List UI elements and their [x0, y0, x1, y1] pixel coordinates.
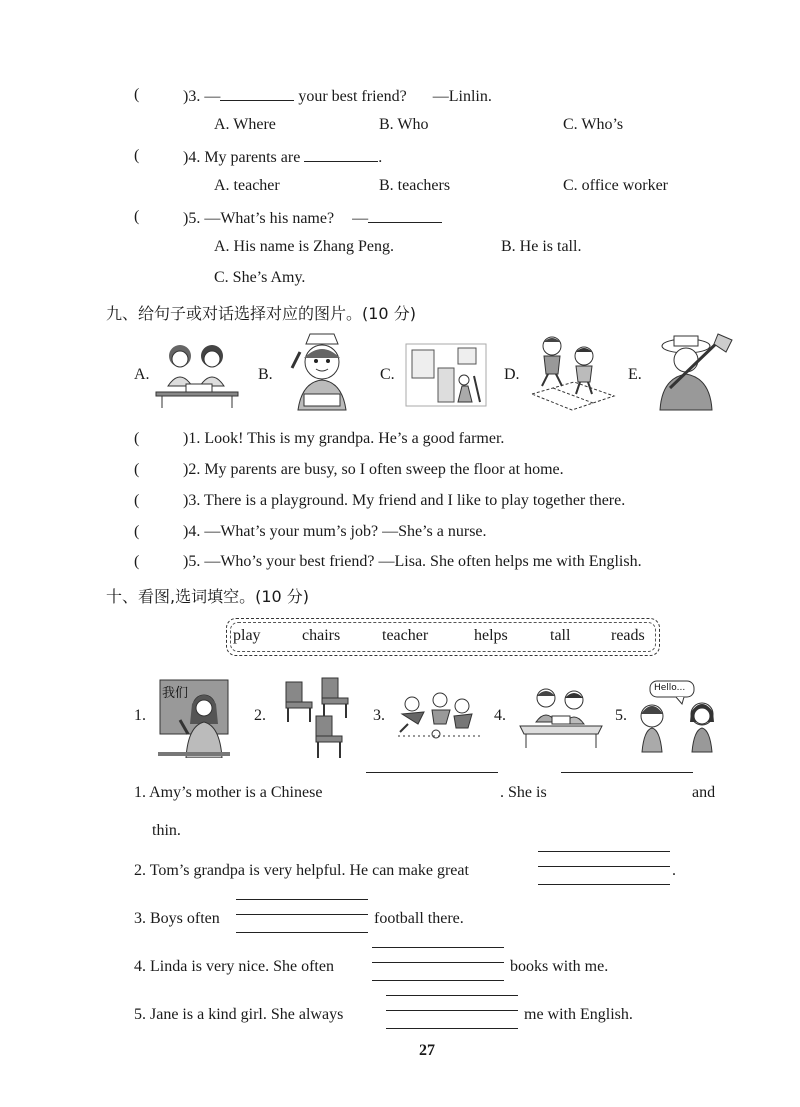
answer-paren: (: [134, 147, 140, 164]
option-c: C. Who’s: [563, 116, 624, 133]
question-4: [183, 147, 382, 167]
section-10-title: 十、看图,选词填空。(10 分): [106, 587, 310, 606]
pic-label-a: A.: [134, 366, 150, 383]
word-bank-box: [226, 618, 660, 656]
pic-label-4: 4.: [494, 707, 506, 724]
chairs-illustration: [282, 676, 356, 760]
fill-sentence-1-end: thin.: [152, 822, 181, 839]
answer-line[interactable]: [386, 995, 518, 996]
pic-label-b: B.: [258, 366, 273, 383]
answer-text: —Linlin.: [432, 88, 492, 105]
pic-label-c: C.: [380, 366, 395, 383]
option-c: C. office worker: [563, 177, 668, 194]
answer-line[interactable]: [236, 914, 368, 915]
fill-sentence-2-end: .: [672, 862, 676, 879]
question-5: [183, 208, 442, 228]
section-9-title: 九、给句子或对话选择对应的图片。(10 分): [106, 304, 416, 323]
word-chairs: chairs: [302, 627, 341, 644]
pic-label-1: 1.: [134, 707, 146, 724]
word-tall: tall: [550, 627, 571, 644]
fill-sentence-3-end: football there.: [374, 910, 464, 927]
answer-paren: (: [134, 553, 140, 570]
answer-line[interactable]: [538, 884, 670, 885]
fill-sentence-4-end: books with me.: [510, 958, 609, 975]
kids-reading-illustration: [152, 338, 242, 410]
option-b: B. teachers: [379, 177, 451, 194]
word-reads: reads: [611, 627, 645, 644]
answer-line[interactable]: [236, 932, 368, 933]
option-b: B. Who: [379, 116, 429, 133]
question-3: [183, 86, 492, 106]
fill-sentence-2: 2. Tom’s grandpa is very helpful. He can make great: [134, 862, 469, 879]
answer-line[interactable]: [538, 851, 670, 852]
question-text: —: [352, 210, 369, 227]
pic-label-3: 3.: [373, 707, 385, 724]
fill-sentence-5-end: me with English.: [524, 1006, 633, 1023]
kids-playing-illustration: [528, 334, 618, 412]
fill-sentence-1-mid: . She is: [500, 784, 547, 801]
answer-line[interactable]: [372, 980, 504, 981]
question-text: .: [378, 149, 383, 166]
boys-football-illustration: [396, 690, 482, 740]
pic-label-2: 2.: [254, 707, 266, 724]
answer-line[interactable]: [561, 772, 693, 773]
answer-paren: (: [134, 86, 140, 103]
nurse-illustration: [284, 332, 360, 414]
fill-sentence-4: 4. Linda is very nice. She often: [134, 958, 334, 975]
option-c: C. She’s Amy.: [214, 269, 306, 286]
answer-blank[interactable]: [368, 208, 442, 223]
fill-sentence-1: 1. Amy’s mother is a Chinese: [134, 784, 323, 801]
answer-paren: (: [134, 208, 140, 225]
answer-line[interactable]: [236, 899, 368, 900]
answer-line[interactable]: [386, 1010, 518, 1011]
answer-line[interactable]: [366, 772, 498, 773]
answer-blank[interactable]: [220, 86, 294, 101]
question-text: )5. —What’s his name?: [183, 210, 335, 227]
answer-paren: (: [134, 492, 140, 509]
word-play: play: [233, 627, 261, 644]
question-text: your best friend?: [298, 88, 407, 105]
greeting-girls-illustration: [636, 678, 728, 760]
fill-sentence-3: 3. Boys often: [134, 910, 220, 927]
reading-together-illustration: [516, 686, 606, 750]
word-teacher: teacher: [382, 627, 429, 644]
pic-label-5: 5.: [615, 707, 627, 724]
answer-line[interactable]: [372, 962, 504, 963]
fill-sentence-5: 5. Jane is a kind girl. She always: [134, 1006, 344, 1023]
sentence-1: )1. Look! This is my grandpa. He’s a good farmer.: [183, 430, 505, 447]
option-a: A. Where: [214, 116, 276, 133]
question-text: )4. My parents are: [183, 149, 301, 166]
farmer-illustration: [650, 332, 736, 412]
answer-paren: (: [134, 461, 140, 478]
page-number: 27: [419, 1042, 435, 1059]
pic-label-e: E.: [628, 366, 642, 383]
sentence-3: )3. There is a playground. My friend and I like to play together there.: [183, 492, 626, 509]
sentence-4: )4. —What’s your mum’s job? —She’s a nurse.: [183, 523, 487, 540]
word-helps: helps: [474, 627, 508, 644]
pic-label-d: D.: [504, 366, 520, 383]
option-a: A. teacher: [214, 177, 280, 194]
answer-line[interactable]: [386, 1028, 518, 1029]
board-text: 我们: [162, 686, 189, 701]
answer-line[interactable]: [538, 866, 670, 867]
answer-blank[interactable]: [304, 147, 378, 162]
sweeping-room-illustration: [404, 340, 488, 408]
answer-line[interactable]: [372, 947, 504, 948]
answer-paren: (: [134, 430, 140, 447]
answer-paren: (: [134, 523, 140, 540]
speech-bubble-text: Hello...: [654, 683, 686, 693]
fill-sentence-1-and: and: [692, 784, 716, 801]
option-a: A. His name is Zhang Peng.: [214, 238, 394, 255]
sentence-5: )5. —Who’s your best friend? —Lisa. She often helps me with English.: [183, 553, 642, 570]
teacher-illustration: [158, 678, 230, 758]
sentence-2: )2. My parents are busy, so I often sweep the floor at home.: [183, 461, 564, 478]
question-text: )3. —: [183, 88, 221, 105]
option-b: B. He is tall.: [501, 238, 582, 255]
